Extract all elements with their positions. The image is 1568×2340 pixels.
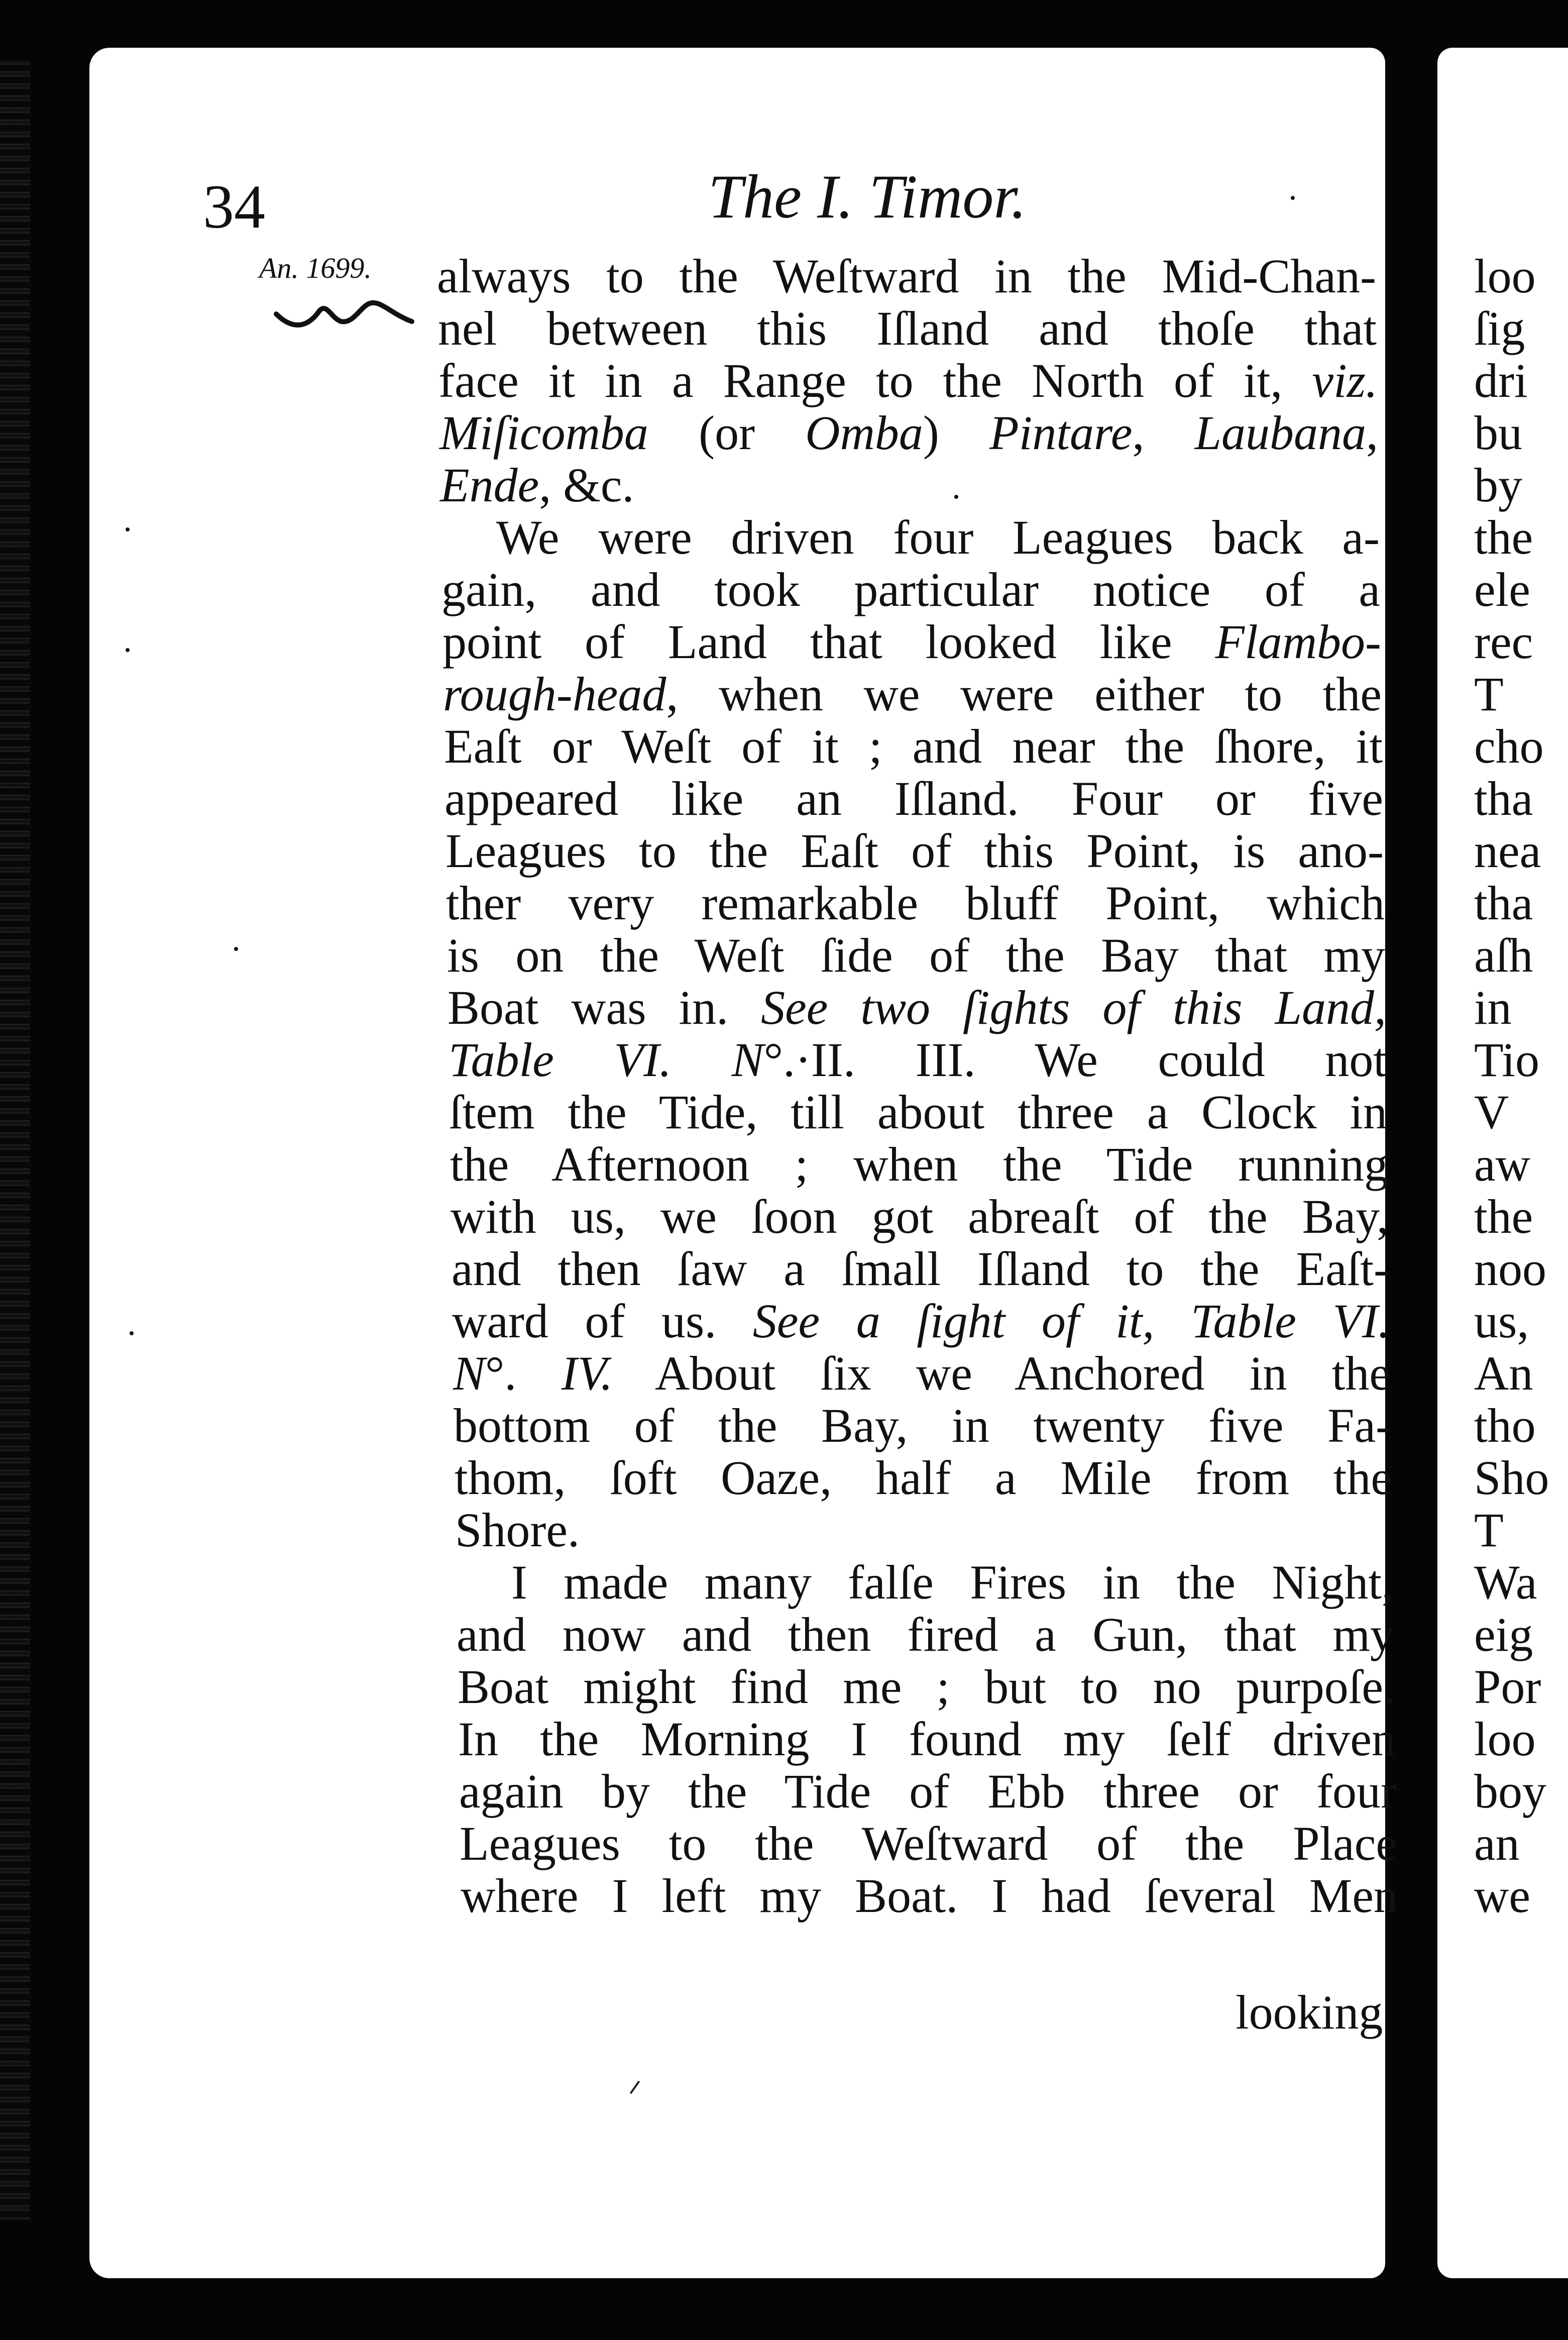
facing-page-fragment: V bbox=[1474, 1085, 1509, 1139]
text-line bbox=[440, 459, 634, 511]
roman-text: Leagues to the Eaſt of this Point, is ano- bbox=[445, 824, 1384, 878]
facing-page-fragment: Por bbox=[1474, 1660, 1541, 1714]
italic-text: See a ſight of it, Table VI. bbox=[752, 1294, 1391, 1348]
roman-text: I made many falſe Fires in the Night, bbox=[511, 1555, 1394, 1609]
speck bbox=[954, 495, 958, 499]
roman-text: (or bbox=[648, 406, 806, 460]
running-title: The I. Timor. bbox=[708, 162, 1027, 231]
roman-text: , bbox=[1366, 406, 1379, 460]
speck bbox=[130, 1331, 134, 1335]
italic-text: Ende bbox=[440, 458, 539, 512]
roman-text: , bbox=[1132, 406, 1195, 460]
speck bbox=[126, 527, 130, 531]
italic-text: Laubana bbox=[1194, 406, 1367, 460]
italic-text: N bbox=[453, 1346, 486, 1400]
facing-page-fragment: An bbox=[1474, 1346, 1533, 1400]
roman-text: with us, we ſoon got abreaſt of the Bay, bbox=[451, 1190, 1389, 1243]
italic-text: Flambo- bbox=[1215, 615, 1381, 669]
italic-text: IV. bbox=[561, 1346, 613, 1400]
facing-page-fragment: nea bbox=[1474, 824, 1541, 878]
roman-text: °.·II. III. We could not bbox=[763, 1033, 1387, 1087]
facing-page-fragment: dri bbox=[1474, 354, 1528, 407]
text-line bbox=[437, 250, 1376, 302]
text-line bbox=[455, 1452, 1392, 1504]
text-line bbox=[438, 302, 1377, 355]
facing-page-fragment: T bbox=[1474, 1503, 1504, 1557]
facing-page-fragment: tho bbox=[1474, 1399, 1536, 1452]
facing-page-fragment: boy bbox=[1474, 1764, 1546, 1818]
roman-text: , when we were either to the bbox=[666, 667, 1382, 721]
facing-page-fragment: tha bbox=[1474, 772, 1533, 825]
roman-text: face it in a Range to the North of it, bbox=[438, 354, 1312, 407]
roman-text: bottom of the Bay, in twenty five Fa- bbox=[454, 1399, 1392, 1452]
text-line bbox=[458, 1713, 1396, 1765]
facing-page-fragment: in bbox=[1474, 981, 1512, 1034]
text-line bbox=[438, 355, 1378, 407]
margin-year-note: An. 1699. bbox=[259, 252, 372, 284]
text-line bbox=[447, 929, 1385, 982]
facing-page-fragment: bu bbox=[1474, 406, 1522, 460]
facing-page-fragment: we bbox=[1474, 1869, 1530, 1923]
roman-text: ward of us. bbox=[452, 1294, 753, 1348]
text-line bbox=[449, 1086, 1387, 1138]
catchword: looking bbox=[1236, 1985, 1383, 2039]
italic-text: Miſicomba bbox=[439, 406, 648, 460]
text-line bbox=[441, 564, 1380, 616]
roman-text: ) bbox=[923, 406, 990, 460]
roman-text: ther very remarkable bluff Point, which bbox=[446, 876, 1385, 930]
roman-text: ſtem the Tide, till about three a Clock in bbox=[449, 1085, 1387, 1139]
roman-text: where I left my Boat. I had ſeveral Men bbox=[461, 1869, 1398, 1923]
roman-text: We were driven four Leagues back a- bbox=[496, 510, 1380, 564]
text-line bbox=[446, 877, 1385, 929]
roman-text: Shore. bbox=[455, 1503, 580, 1557]
text-line bbox=[447, 982, 1386, 1034]
text-line bbox=[443, 668, 1382, 720]
text-line bbox=[444, 773, 1383, 825]
roman-text: Boat was in. bbox=[447, 981, 761, 1034]
text-line bbox=[496, 511, 1380, 564]
facing-page-fragment: loo bbox=[1474, 249, 1536, 303]
text-line bbox=[449, 1034, 1387, 1086]
text-line bbox=[454, 1400, 1392, 1452]
roman-text: Leagues to the Weſtward of the Place bbox=[460, 1817, 1397, 1870]
roman-text: About ſix we Anchored in the bbox=[612, 1346, 1391, 1400]
text-line bbox=[511, 1556, 1394, 1609]
text-line bbox=[455, 1504, 580, 1556]
text-line bbox=[450, 1138, 1388, 1191]
roman-text: In the Morning I found my ſelf driven bbox=[458, 1712, 1396, 1766]
text-line bbox=[442, 616, 1381, 668]
facing-page-fragment: ele bbox=[1474, 563, 1530, 616]
facing-page-fragment: T bbox=[1474, 667, 1504, 721]
binding-gutter bbox=[0, 60, 30, 2220]
text-line bbox=[461, 1870, 1398, 1922]
facing-page-fragment: Sho bbox=[1474, 1451, 1549, 1505]
roman-text: Boat might find me ; but to no purpoſe. bbox=[458, 1660, 1395, 1714]
roman-text: , &c. bbox=[539, 458, 634, 512]
text-line bbox=[452, 1243, 1390, 1295]
text-line bbox=[457, 1609, 1394, 1661]
roman-text: Eaſt or Weſt of it ; and near the ſhore, it bbox=[444, 719, 1383, 773]
facing-page-fragment: eig bbox=[1474, 1608, 1533, 1661]
facing-page-fragment: noo bbox=[1474, 1242, 1546, 1296]
text-line bbox=[439, 407, 1378, 459]
facing-page-fragment: an bbox=[1474, 1817, 1520, 1870]
facing-page-fragment: cho bbox=[1474, 719, 1544, 773]
italic-text: Omba bbox=[805, 406, 923, 460]
roman-text: is on the Weſt ſide of the Bay that my bbox=[447, 928, 1385, 982]
roman-text: appeared like an Iſland. Four or five bbox=[444, 772, 1383, 825]
roman-text: always to the Weſtward in the Mid-Chan- bbox=[437, 249, 1376, 303]
roman-text: and now and then fired a Gun, that my bbox=[457, 1608, 1394, 1661]
facing-page-fragment: loo bbox=[1474, 1712, 1536, 1766]
text-line bbox=[460, 1818, 1397, 1870]
roman-text: point of Land that looked like bbox=[442, 615, 1215, 669]
text-line bbox=[452, 1295, 1390, 1347]
text-line bbox=[444, 720, 1383, 773]
text-line bbox=[453, 1347, 1391, 1400]
text-line bbox=[458, 1661, 1395, 1713]
roman-text: °. bbox=[485, 1346, 562, 1400]
roman-text: again by the Tide of Ebb three or four bbox=[459, 1764, 1397, 1818]
facing-page-fragment: by bbox=[1474, 458, 1522, 512]
italic-text: rough-head bbox=[443, 667, 666, 721]
italic-text: Table VI. N bbox=[449, 1033, 764, 1087]
facing-page-fragment: rec bbox=[1474, 615, 1533, 669]
text-line bbox=[451, 1191, 1389, 1243]
facing-page-fragment: the bbox=[1474, 510, 1533, 564]
roman-text: gain, and took particular notice of a bbox=[441, 563, 1380, 616]
speck bbox=[234, 947, 238, 951]
italic-text: See two ſights of this Land, bbox=[761, 981, 1387, 1034]
facing-page-fragment: tha bbox=[1474, 876, 1533, 930]
roman-text: nel between this Iſland and thoſe that bbox=[438, 301, 1377, 355]
facing-page-fragment: aſh bbox=[1474, 928, 1533, 982]
speck bbox=[126, 648, 130, 652]
facing-page-fragment: ſig bbox=[1474, 301, 1525, 355]
facing-page-fragment: us, bbox=[1474, 1294, 1529, 1348]
italic-text: viz. bbox=[1312, 354, 1378, 407]
roman-text: the Afternoon ; when the Tide running bbox=[450, 1137, 1388, 1191]
italic-text: Pintare bbox=[989, 406, 1133, 460]
margin-flourish bbox=[271, 294, 422, 334]
roman-text: and then ſaw a ſmall Iſland to the Eaſt- bbox=[452, 1242, 1390, 1296]
roman-text: thom, ſoft Oaze, half a Mile from the bbox=[455, 1451, 1392, 1505]
facing-page-fragment: Wa bbox=[1474, 1555, 1537, 1609]
facing-page-fragment: the bbox=[1474, 1190, 1533, 1243]
text-line bbox=[445, 825, 1384, 877]
facing-page-fragment: aw bbox=[1474, 1137, 1530, 1191]
page-number: 34 bbox=[203, 172, 265, 241]
speck bbox=[1291, 196, 1295, 200]
facing-page-fragment: Tio bbox=[1474, 1033, 1539, 1087]
text-line bbox=[459, 1765, 1397, 1818]
